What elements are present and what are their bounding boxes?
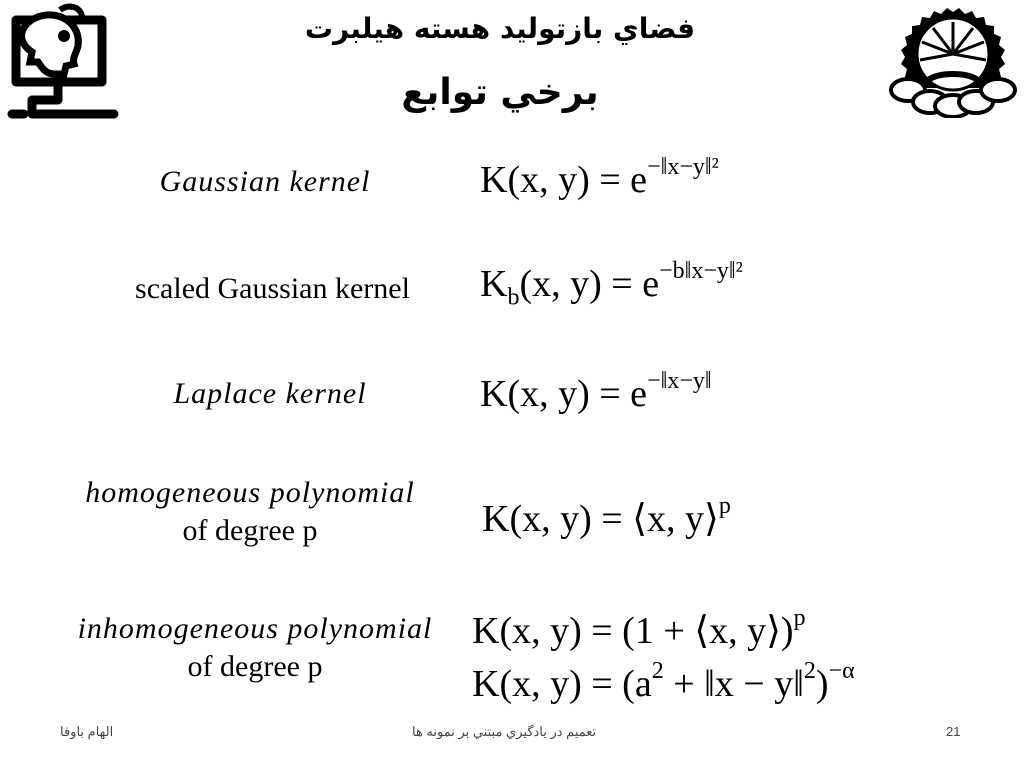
scaled-formula-k: K <box>480 263 508 305</box>
inhomogeneous-formula2-sup2: 2 <box>803 658 816 684</box>
footer-author: الهام باوفا <box>60 724 114 739</box>
inhomogeneous-polynomial-label <box>55 610 455 686</box>
inhomogeneous-formula2-sup1: 2 <box>651 658 664 684</box>
homogeneous-formula-exponent: p <box>718 493 731 519</box>
slide-subtitle: برخي توابع <box>401 72 599 113</box>
scaled-formula-rest: (x, y) = e <box>519 263 660 305</box>
laplace-kernel-formula <box>480 368 712 416</box>
laplace-kernel-label: Laplace kernel <box>173 377 367 410</box>
inhomogeneous-formula-base: K(x, y) = (1 + ⟨x, y⟩) <box>472 610 794 652</box>
scaled-gaussian-kernel-formula <box>480 258 743 312</box>
university-emblem-icon <box>888 6 1018 118</box>
homogeneous-label-line1: homogeneous polynomial <box>85 476 415 509</box>
gaussian-kernel-formula <box>480 154 719 202</box>
gaussian-formula-base: K(x, y) = e <box>480 159 648 201</box>
inhomogeneous-formula2-base: K(x, y) = (a <box>472 663 652 705</box>
scaled-gaussian-kernel-label: scaled Gaussian kernel <box>135 272 410 305</box>
gaussian-kernel-label: Gaussian kernel <box>159 165 371 198</box>
homogeneous-formula-base: K(x, y) = ⟨x, y⟩ <box>482 498 719 540</box>
inhomogeneous-formula2-close: ) <box>815 663 829 705</box>
slide-number: 21 <box>946 724 961 739</box>
footer-course: تعميم در يادگيري مبتني بر نمونه ها <box>412 724 597 739</box>
inhomogeneous-formula2-exponent: −α <box>828 658 855 684</box>
homogeneous-label-line2: of degree p <box>182 514 318 547</box>
scaled-formula-exponent: −b‖x−y‖² <box>659 258 743 284</box>
slide-title: فضاي بازتوليد هسته هيلبرت <box>304 12 696 45</box>
homogeneous-polynomial-label <box>60 474 440 550</box>
laplace-formula-base: K(x, y) = e <box>480 373 648 415</box>
inhomogeneous-polynomial-formula-2 <box>472 658 855 706</box>
inhomogeneous-formula2-mid: + ‖x − y‖ <box>663 663 804 705</box>
inhomogeneous-formula-exponent: p <box>793 605 806 631</box>
laplace-formula-exponent: −‖x−y‖ <box>647 368 712 394</box>
gaussian-formula-exponent: −‖x−y‖² <box>647 154 719 180</box>
scaled-formula-subscript: b <box>507 284 520 311</box>
inhomogeneous-label-line1: inhomogeneous polynomial <box>77 612 433 645</box>
homogeneous-polynomial-formula <box>482 493 731 541</box>
head-computer-logo-icon <box>2 2 120 122</box>
inhomogeneous-polynomial-formula <box>472 605 806 653</box>
inhomogeneous-label-line2: of degree p <box>187 650 323 683</box>
